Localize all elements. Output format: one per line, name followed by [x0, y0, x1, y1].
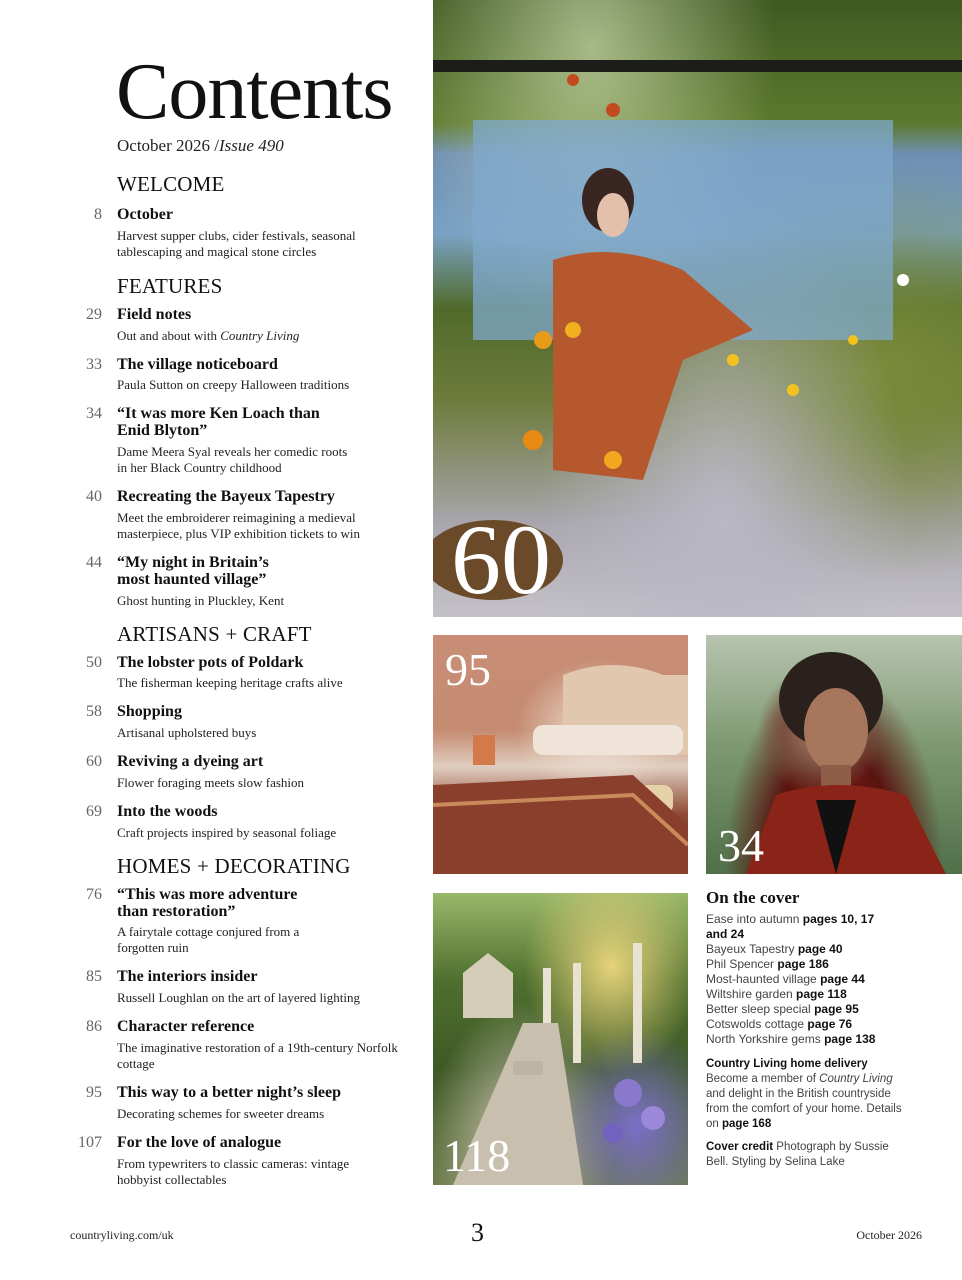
footer-date: October 2026 — [856, 1228, 922, 1242]
entry-page-number: 33 — [86, 356, 102, 373]
cover-item[interactable] — [706, 972, 956, 987]
entry-title: The village noticeboard — [117, 356, 278, 373]
cover-item-page: page 186 — [777, 957, 829, 971]
home-delivery-title: Country Living home delivery — [706, 1058, 868, 1070]
cover-item[interactable] — [706, 957, 956, 972]
entry-title: Reviving a dyeing art — [117, 753, 264, 770]
photo-page-number: 118 — [443, 1130, 511, 1181]
entry-page-number: 107 — [78, 1134, 102, 1151]
cover-item[interactable] — [706, 942, 956, 957]
entry-description: Paula Sutton on creepy Halloween traditions — [117, 377, 350, 392]
entry-title: Recreating the Bayeux Tapestry — [117, 488, 335, 505]
cover-credit-title: Cover credit — [706, 1141, 774, 1153]
entry-page-number: 69 — [86, 803, 102, 820]
issue-number: Issue 490 — [219, 136, 284, 155]
issue-date: October 2026 — [117, 136, 211, 155]
entry-description: The fisherman keeping heritage crafts alive — [117, 675, 343, 690]
entry-page-number: 50 — [86, 654, 102, 671]
cover-item-page: page 138 — [824, 1032, 876, 1046]
entry-page-number: 85 — [86, 968, 102, 985]
cover-item-text: North Yorkshire gems — [706, 1032, 825, 1046]
cover-item-text: Ease into autumn — [706, 912, 803, 926]
entry-description-italic: Country Living — [220, 328, 300, 343]
section-heading-artisans-craft: ARTISANS + CRAFT — [117, 622, 312, 646]
cover-item-text: Better sleep special — [706, 1002, 815, 1016]
entry-title: “It was more Ken Loach than Enid Blyton” — [117, 405, 320, 439]
entry-title: “This was more adventure than restoration” — [117, 886, 298, 920]
photo-flower-garden[interactable] — [433, 0, 962, 617]
cover-item[interactable] — [706, 987, 956, 1002]
cover-item[interactable] — [706, 1017, 956, 1032]
entry-description: Meet the embroiderer reimagining a medieval masterpiece, plus VIP exhibition tickets to win — [117, 510, 360, 541]
home-delivery-italic: Country Living — [819, 1073, 893, 1085]
cover-heading: On the cover — [706, 888, 800, 907]
photo-formal-garden[interactable] — [433, 893, 688, 1185]
cover-item-page: page 44 — [820, 972, 865, 986]
cover-item-page: page 118 — [796, 987, 847, 1001]
cover-item-text: Cotswolds cottage — [706, 1017, 808, 1031]
cover-item-text: Phil Spencer — [706, 957, 778, 971]
entry-title: This way to a better night’s sleep — [117, 1084, 341, 1101]
entry-description: The imaginative restoration of a 19th-century Norfolk cottage — [117, 1040, 398, 1071]
cover-item-text: Most-haunted village — [706, 972, 821, 986]
entry-page-number: 76 — [86, 886, 102, 903]
entry-description: A fairytale cottage conjured from a forgotten ruin — [117, 924, 300, 955]
cover-item-page: page 95 — [814, 1002, 859, 1016]
photo-page-number: 95 — [445, 644, 491, 695]
on-the-cover-panel — [706, 888, 956, 1170]
cover-item-text: Bayeux Tapestry — [706, 942, 798, 956]
cover-item-page: page 76 — [807, 1017, 853, 1031]
home-delivery-page[interactable]: page 168 — [722, 1118, 772, 1130]
photo-portrait[interactable] — [706, 635, 962, 874]
cover-item[interactable] — [706, 1002, 956, 1017]
cover-credit-text: Photograph by Sussie Bell. Styling by Selina Lake — [706, 1141, 889, 1168]
photo-page-number: 60 — [451, 504, 551, 615]
footer-website[interactable]: countryliving.com/uk — [70, 1228, 174, 1242]
entry-description — [117, 328, 407, 344]
entry-title: Character reference — [117, 1018, 255, 1035]
entry-page-number: 44 — [86, 554, 102, 571]
entry-page-number: 29 — [86, 306, 102, 323]
section-heading-homes-decorating: HOMES + DECORATING — [117, 854, 351, 878]
entry-title: The lobster pots of Poldark — [117, 654, 304, 671]
entry-description: Ghost hunting in Pluckley, Kent — [117, 593, 285, 608]
issue-separator: / — [214, 136, 219, 155]
entry-description-text: Out and about with — [117, 328, 221, 343]
section-heading-welcome: WELCOME — [117, 172, 225, 196]
page-title: Contents — [116, 48, 393, 136]
entry-description: Decorating schemes for sweeter dreams — [117, 1106, 325, 1121]
home-delivery-text: Become a member of — [706, 1073, 820, 1085]
cover-item[interactable] — [706, 1032, 956, 1047]
issue-line — [117, 136, 284, 156]
entry-page-number: 86 — [86, 1018, 102, 1035]
entry-description: Harvest supper clubs, cider festivals, seasonal tablescaping and magical stone circles — [117, 228, 356, 259]
entry-title: Shopping — [117, 703, 182, 720]
entry-page-number: 60 — [86, 753, 102, 770]
entry-title: Field notes — [117, 306, 192, 323]
entry-description: From typewriters to classic cameras: vintage hobbyist collectables — [117, 1156, 350, 1187]
entry-title: For the love of analogue — [117, 1134, 282, 1151]
section-heading-features: FEATURES — [117, 274, 223, 298]
entry-title: Into the woods — [117, 803, 218, 820]
entry-title: “My night in Britain’s most haunted village” — [117, 554, 269, 588]
photo-page-number: 34 — [718, 820, 764, 871]
entry-page-number: 58 — [86, 703, 102, 720]
page-number: 3 — [471, 1218, 484, 1247]
entry-title: The interiors insider — [117, 968, 258, 985]
entry-page-number: 8 — [94, 206, 102, 223]
cover-credit-block — [706, 1140, 891, 1170]
cover-item-page: pages 10, 17 and 24 — [706, 912, 875, 941]
cover-item[interactable] — [706, 912, 876, 942]
cover-item-text: Wiltshire garden — [706, 987, 797, 1001]
entry-description: Flower foraging meets slow fashion — [117, 775, 305, 790]
cover-item-page: page 40 — [797, 942, 843, 956]
entry-description: Russell Loughlan on the art of layered lighting — [117, 990, 360, 1005]
home-delivery-text-2: and delight in the British countryside from the comfort of your home. Details on — [706, 1088, 902, 1130]
entry-page-number: 95 — [86, 1084, 102, 1101]
entry-description: Dame Meera Syal reveals her comedic roots in her Black Country childhood — [117, 444, 348, 475]
entry-description: Artisanal upholstered buys — [117, 725, 257, 740]
entry-page-number: 40 — [86, 488, 102, 505]
entry-description: Craft projects inspired by seasonal foliage — [117, 825, 337, 840]
photo-bedroom[interactable] — [433, 635, 688, 874]
home-delivery-block — [706, 1057, 911, 1132]
entry-page-number: 34 — [86, 405, 102, 422]
entry-title: October — [117, 206, 173, 223]
